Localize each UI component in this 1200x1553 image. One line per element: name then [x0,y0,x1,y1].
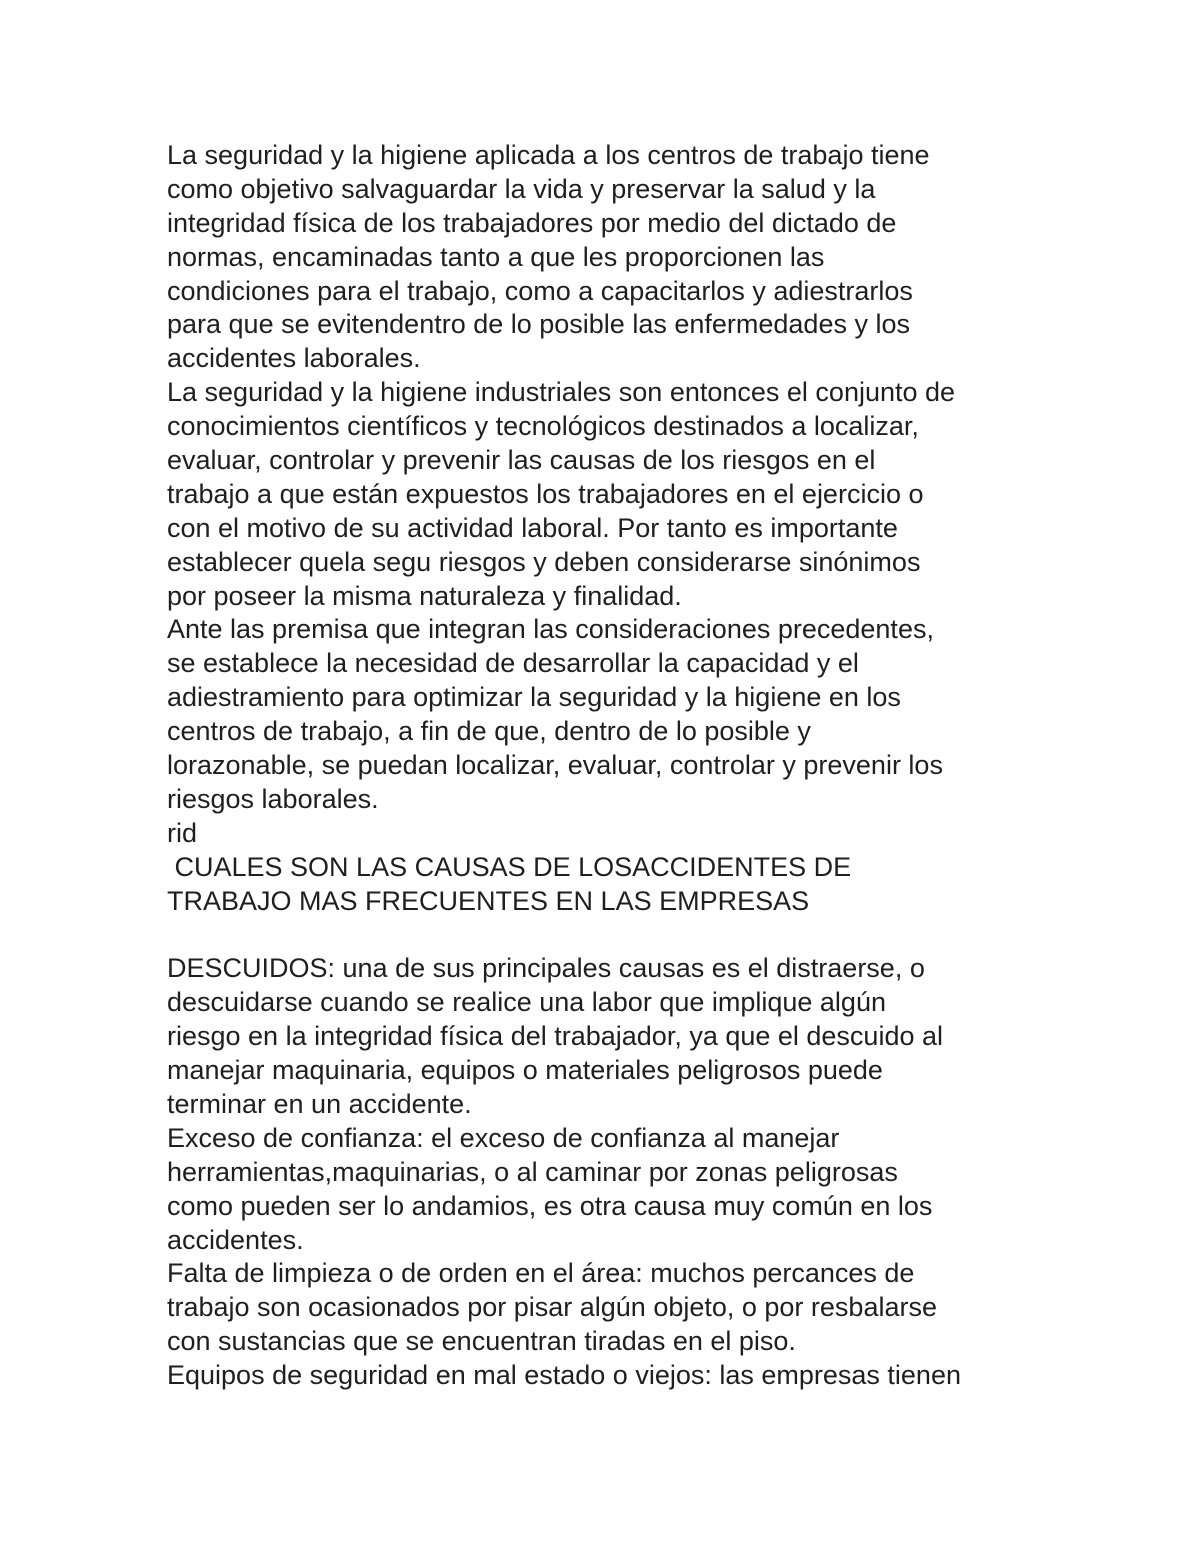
text-fragment: rid [167,817,198,848]
paragraph-equipos-seguridad [167,1359,1067,1393]
text-line: con sustancias que se encuentran tiradas en el piso. [167,1326,796,1357]
text-line: lorazonable, se puedan localizar, evaluar, controlar y prevenir los [167,750,943,781]
text-line: establecer quela segu riesgos y deben considerarse sinónimos [167,546,921,577]
text-line: condiciones para el trabajo, como a capacitarlos y adiestrarlos [167,275,913,306]
text-line: con el motivo de su actividad laboral. Por tanto es importante [167,512,898,543]
text-line: terminar en un accidente. [167,1088,472,1119]
text-line: centros de trabajo, a fin de que, dentro de lo posible y [167,716,811,747]
document-body [167,139,1067,1393]
text-line: riesgo en la integridad física del trabajador, ya que el descuido al [167,1021,943,1052]
text-line: manejar maquinaria, equipos o materiales peligrosos puede [167,1055,883,1086]
text-line: La seguridad y la higiene industriales son entonces el conjunto de [167,377,956,408]
text-line: Exceso de confianza: el exceso de confianza al manejar [167,1122,840,1153]
text-line: accidentes laborales. [167,343,421,374]
text-line: Equipos de seguridad en mal estado o viejos: las empresas tienen [167,1360,961,1391]
text-line: normas, encaminadas tanto a que les proporcionen las [167,241,825,272]
paragraph-falta-limpieza [167,1257,1067,1359]
text-line: riesgos laborales. [167,783,379,814]
text-line: Falta de limpieza o de orden en el área: muchos percances de [167,1258,915,1289]
text-line: trabajo a que están expuestos los trabajadores en el ejercicio o [167,478,924,509]
text-line: integridad física de los trabajadores por medio del dictado de [167,207,897,238]
paragraph-descuidos [167,952,1067,1121]
text-line: se establece la necesidad de desarrollar la capacidad y el [167,648,859,679]
text-line: descuidarse cuando se realice una labor que implique algún [167,987,886,1018]
text-line: como pueden ser lo andamios, es otra causa muy común en los [167,1190,933,1221]
text-line: La seguridad y la higiene aplicada a los centros de trabajo tiene [167,140,930,170]
text-line: conocimientos científicos y tecnológicos destinados a localizar, [167,411,919,442]
text-line: para que se evitendentro de lo posible las enfermedades y los [167,309,910,340]
text-line: adiestramiento para optimizar la seguridad y la higiene en los [167,682,901,713]
paragraph-exceso-confianza [167,1122,1067,1258]
text-line: DESCUIDOS: una de sus principales causas es el distraerse, o [167,953,925,984]
text-line: evaluar, controlar y prevenir las causas de los riesgos en el [167,445,876,476]
heading-line: CUALES SON LAS CAUSAS DE LOSACCIDENTES DE [167,851,852,882]
text-line: accidentes. [167,1224,304,1255]
paragraph-premises [167,613,1067,816]
text-line: por poseer la misma naturaleza y finalidad. [167,580,682,611]
section-heading [167,851,1067,919]
text-line: Ante las premisa que integran las consideraciones precedentes, [167,614,934,645]
blank-line [167,918,1067,952]
text-line: como objetivo salvaguardar la vida y preservar la salud y la [167,173,876,204]
paragraph-intro [167,139,1067,376]
text-line: trabajo son ocasionados por pisar algún objeto, o por resbalarse [167,1292,937,1323]
heading-line: TRABAJO MAS FRECUENTES EN LAS EMPRESAS [167,885,810,916]
paragraph-definition [167,376,1067,613]
text-line: herramientas,maquinarias, o al caminar por zonas peligrosas [167,1156,898,1187]
